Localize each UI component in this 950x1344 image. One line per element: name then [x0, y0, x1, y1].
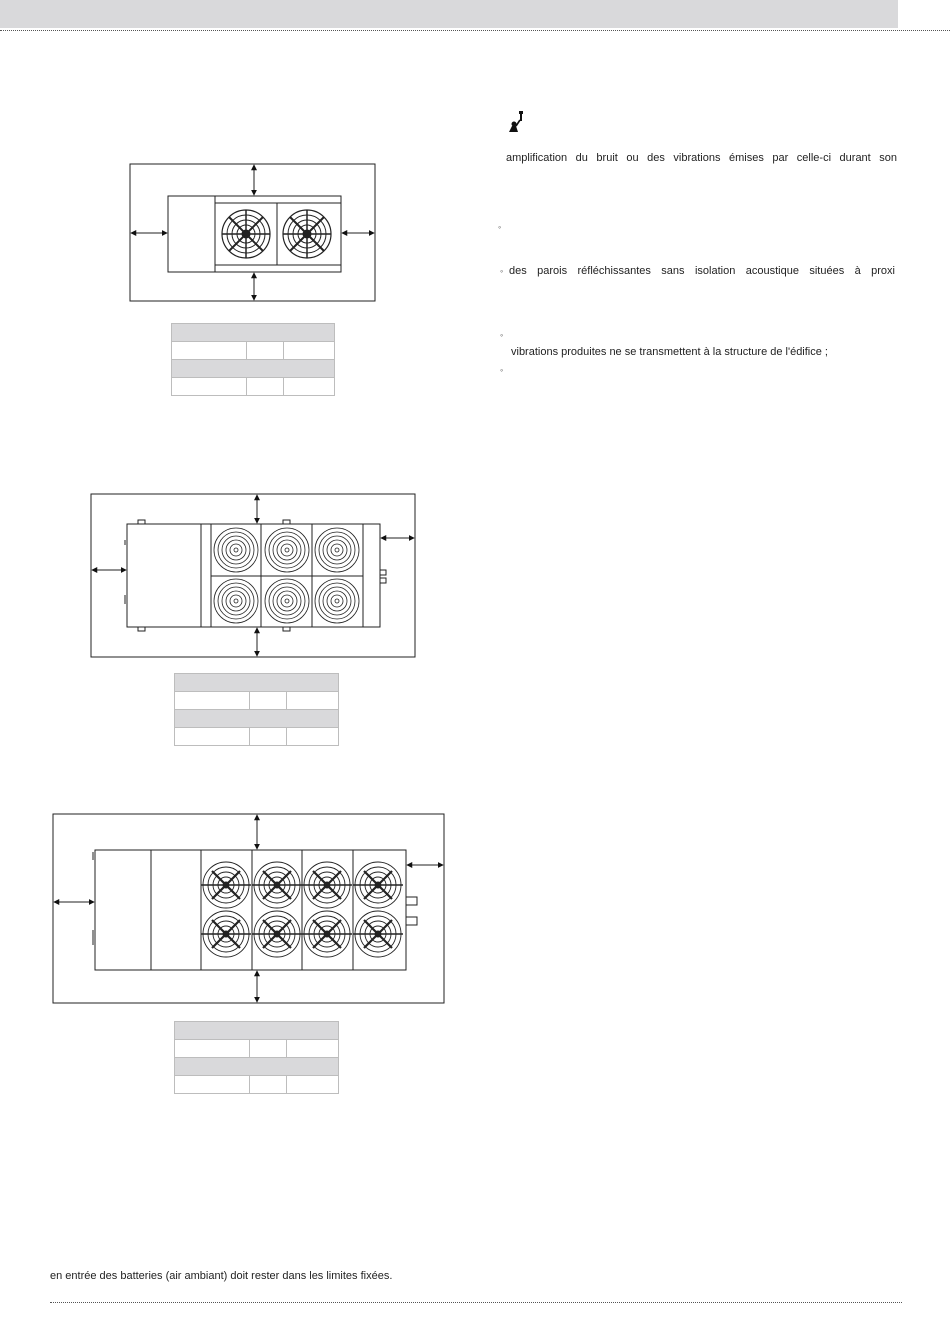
spec-table-3: [174, 1021, 339, 1094]
bullet-ring-icon: ◦: [500, 330, 504, 340]
bullet-ring-icon: ◦: [498, 222, 502, 232]
spec-table-1: [171, 323, 335, 396]
bullet-ring-icon: ◦: [500, 365, 504, 375]
person-with-tool-icon: [506, 110, 526, 134]
bullet-ring-icon: ◦: [500, 266, 504, 276]
spec-table-2: [174, 673, 339, 746]
noise-paragraph: amplification du bruit ou des vibrations émises par celle-ci durant son: [506, 152, 897, 164]
reflective-walls-item: des parois réfléchissantes sans isolation acoustique situées à proxi: [509, 265, 895, 277]
footer-divider: [50, 1302, 902, 1303]
vibrations-item: vibrations produites ne se transmettent à la structure de l'édifice ;: [511, 346, 828, 358]
footer-note: en entrée des batteries (air ambiant) doit rester dans les limites fixées.: [50, 1270, 393, 1282]
